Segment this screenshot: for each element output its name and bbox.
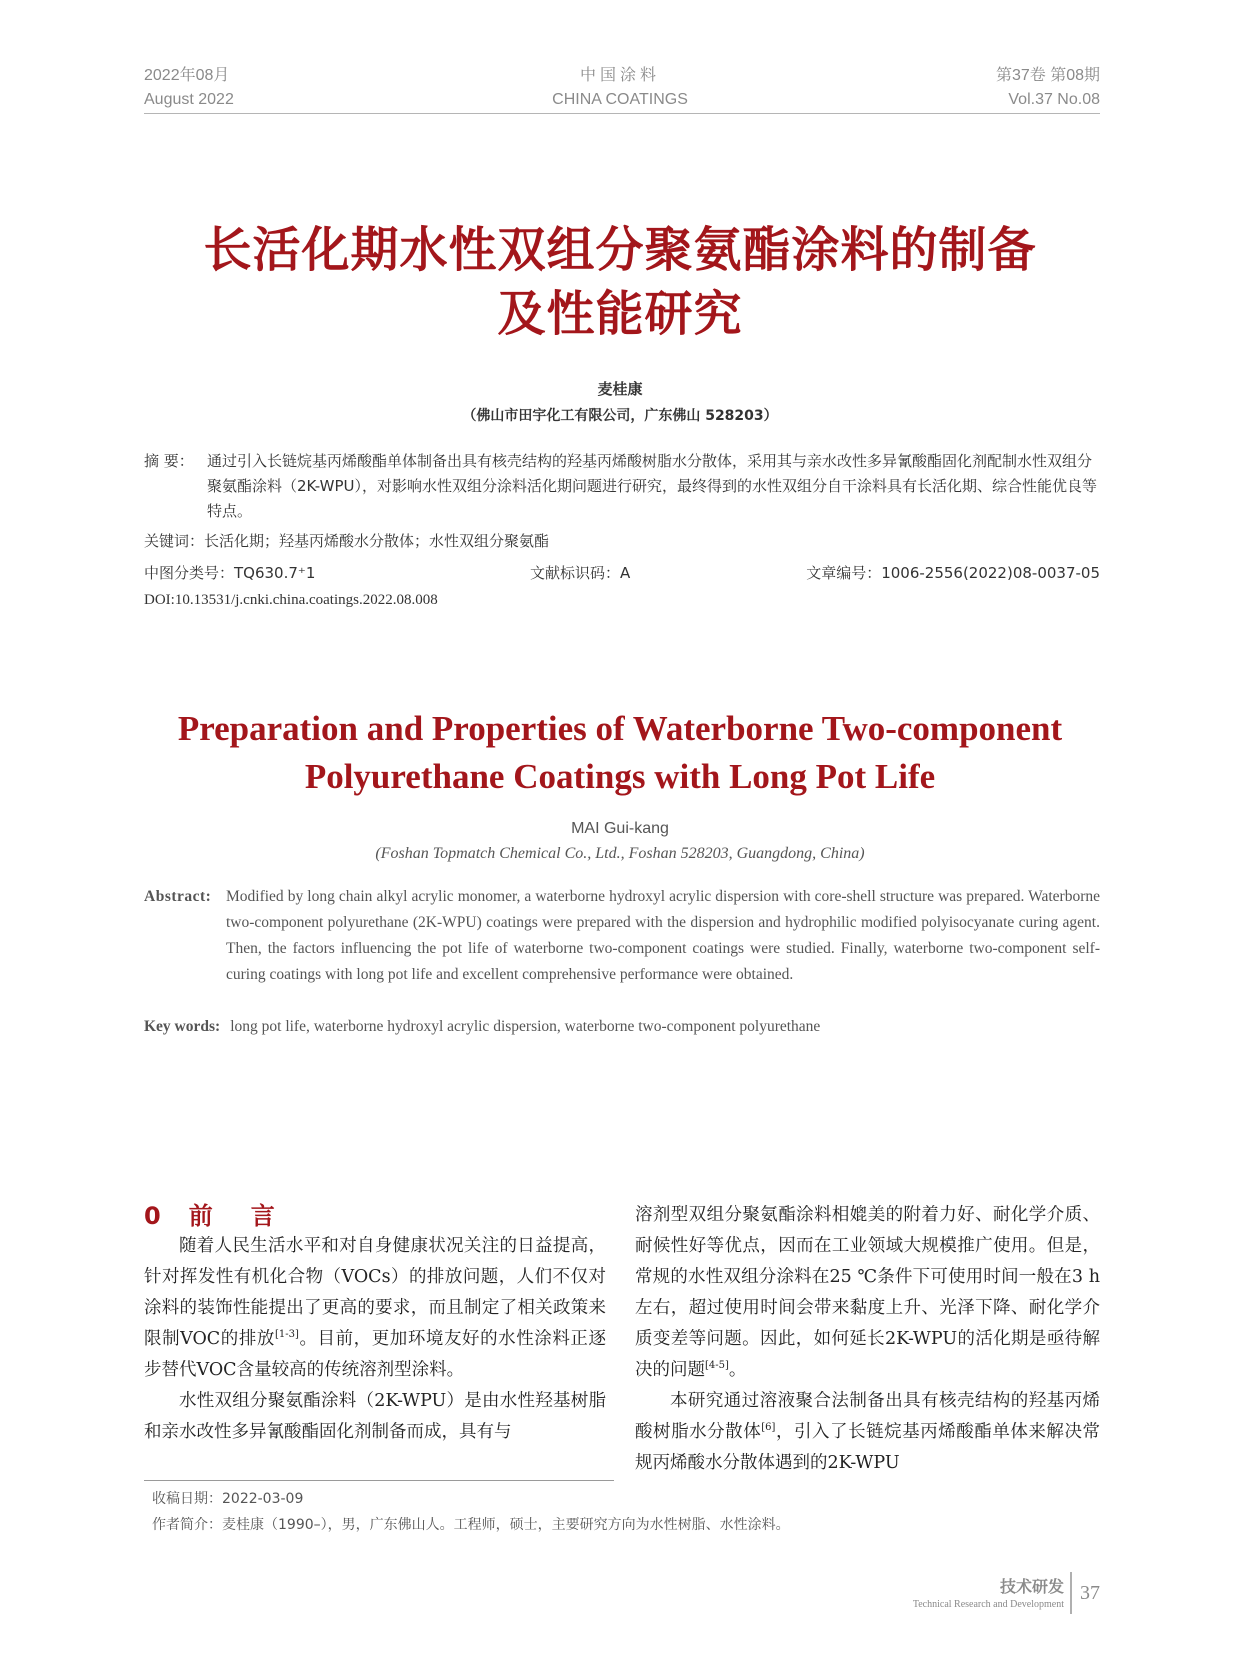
abstract-en-text: Modified by long chain alkyl acrylic monomer, a waterborne hydroxyl acrylic dispersion with core-shell structure was prepared. Waterborne two-component polyurethane (2K-WPU) coatings were prepared with the dispersion and hydrophilic modified polyisocyanate curing agent. Then, the factors influencing the pot life of waterborne two-component coatings were studied. Finally, waterborne two-component self-curing coatings with long pot life and excellent comprehensive performance were obtained. <box>226 888 1100 983</box>
abstract-cn <box>144 449 1100 524</box>
header-issue-cn: 第37卷 第08期 <box>995 67 1100 84</box>
header-rule <box>144 113 1100 114</box>
footnote-author-bio: 作者简介：麦桂康（1990–），男，广东佛山人。工程师，硕士，主要研究方向为水性树脂、水性涂料。 <box>152 1517 790 1533</box>
body-column-right <box>635 1200 1100 1479</box>
article-number: 文章编号：1006-2556(2022)08-0037-05 <box>806 564 1100 582</box>
keywords-en-label: Key words: <box>144 1018 221 1035</box>
section-title-char-1: 前 <box>188 1202 215 1230</box>
section-heading <box>144 1196 277 1231</box>
section-title-char-2: 言 <box>250 1202 277 1230</box>
footnote-received-date: 收稿日期：2022-03-09 <box>152 1491 304 1507</box>
author-en: MAI Gui-kang <box>571 820 669 837</box>
footnote-rule <box>144 1480 614 1481</box>
affiliation-cn: （佛山市田宇化工有限公司，广东佛山 528203） <box>462 408 778 424</box>
body-column-left <box>144 1231 606 1448</box>
abstract-cn-label: 摘 要： <box>144 452 194 470</box>
header-date <box>144 64 234 112</box>
citation-1-3: [1-3] <box>274 1329 299 1341</box>
header-issue-en: Vol.37 No.08 <box>1008 91 1100 108</box>
citation-6: [6] <box>761 1422 776 1434</box>
header-date-cn: 2022年08月 <box>144 67 230 84</box>
clc-number: 中图分类号：TQ630.7⁺1 <box>144 564 316 582</box>
section-number: 0 <box>144 1202 163 1230</box>
paragraph-2-text-c: 。 <box>728 1360 747 1380</box>
keywords-en-text: long pot life, waterborne hydroxyl acrylic dispersion, waterborne two-component polyurethane <box>230 1018 821 1035</box>
header-issue <box>996 64 1100 112</box>
doi: DOI:10.13531/j.cnki.china.coatings.2022.08.008 <box>144 592 438 608</box>
footer-divider <box>1070 1572 1072 1614</box>
title-en-line2: Polyurethane Coatings with Long Pot Life <box>304 757 936 796</box>
keywords-cn-text: 长活化期；羟基丙烯酸水分散体；水性双组分聚氨酯 <box>204 532 550 550</box>
paragraph-3-text-b: ，引入了长链烷基丙烯酸酯单体来解决常规丙烯酸水分散体遇到的2K-WPU <box>635 1422 1101 1473</box>
keywords-cn-label: 关键词： <box>144 532 205 550</box>
author-cn: 麦桂康 <box>597 380 643 398</box>
affiliation-en: (Foshan Topmatch Chemical Co., Ltd., Foshan 528203, Guangdong, China) <box>375 845 865 862</box>
paragraph-2-continued <box>635 1200 1100 1386</box>
footer-section-en: Technical Research and Development <box>912 1599 1064 1610</box>
keywords-cn <box>144 530 1100 551</box>
citation-4-5: [4-5] <box>705 1360 729 1372</box>
paragraph-1 <box>144 1231 606 1386</box>
paragraph-3 <box>635 1386 1100 1479</box>
title-cn-line2: 及性能研究 <box>497 286 743 342</box>
paragraph-2-text-a: 水性双组分聚氨酯涂料（2K-WPU）是由水性羟基树脂和亲水改性多异氰酸酯固化剂制备而成，具有与 <box>144 1391 606 1442</box>
footer-section-cn: 技术研发 <box>999 1577 1064 1596</box>
paragraph-1-text-a: 随着人民生活水平和对自身健康状况关注的日益提高，针对挥发性有机化合物（VOCs）的排放问题，人们不仅对涂料的装饰性能提出了更高的要求，而且制定了相关政策来限制VOC的排放 <box>144 1236 606 1349</box>
classification-row <box>144 562 1100 584</box>
title-cn <box>100 218 1140 346</box>
abstract-en-label: Abstract: <box>144 888 212 905</box>
paragraph-1-text-b: 。目前，更加环境友好的水性涂料正逐步替代VOC含量较高的传统溶剂型涂料。 <box>144 1329 606 1380</box>
header-date-en: August 2022 <box>144 91 234 108</box>
abstract-en <box>144 884 1100 988</box>
title-cn-line1: 长活化期水性双组分聚氨酯涂料的制备 <box>203 222 1037 278</box>
document-code: 文献标识码：A <box>530 564 631 582</box>
header-journal-en: CHINA COATINGS <box>552 91 688 108</box>
paragraph-2-start <box>144 1386 606 1448</box>
keywords-en <box>144 1018 1100 1036</box>
paragraph-3-text-a: 本研究通过溶液聚合法制备出具有核壳结构的羟基丙烯酸树脂水分散体 <box>635 1391 1100 1442</box>
title-en-line1: Preparation and Properties of Waterborne Two-component <box>177 709 1063 748</box>
title-en <box>80 705 1160 801</box>
paragraph-2-text-b: 溶剂型双组分聚氨酯涂料相媲美的附着力好、耐化学介质、耐候性好等优点，因而在工业领域大规模推广使用。但是，常规的水性双组分涂料在25 ℃条件下可使用时间一般在3 h左右，超过使用时间会带来黏度上升、光泽下降、耐化学介质变差等问题。因此，如何延长2K-WPU的活化期是亟待解决的问题 <box>635 1205 1100 1380</box>
header-journal-cn: 中国涂料 <box>579 67 660 84</box>
header-journal <box>520 64 720 112</box>
page-number: 37 <box>1080 1582 1100 1604</box>
abstract-cn-text: 通过引入长链烷基丙烯酸酯单体制备出具有核壳结构的羟基丙烯酸树脂水分散体，采用其与亲水改性多异氰酸酯固化剂配制水性双组分聚氨酯涂料（2K-WPU），对影响水性双组分涂料活化期问题进行研究，最终得到的水性双组分自干涂料具有长活化期、综合性能优良等特点。 <box>207 452 1097 520</box>
